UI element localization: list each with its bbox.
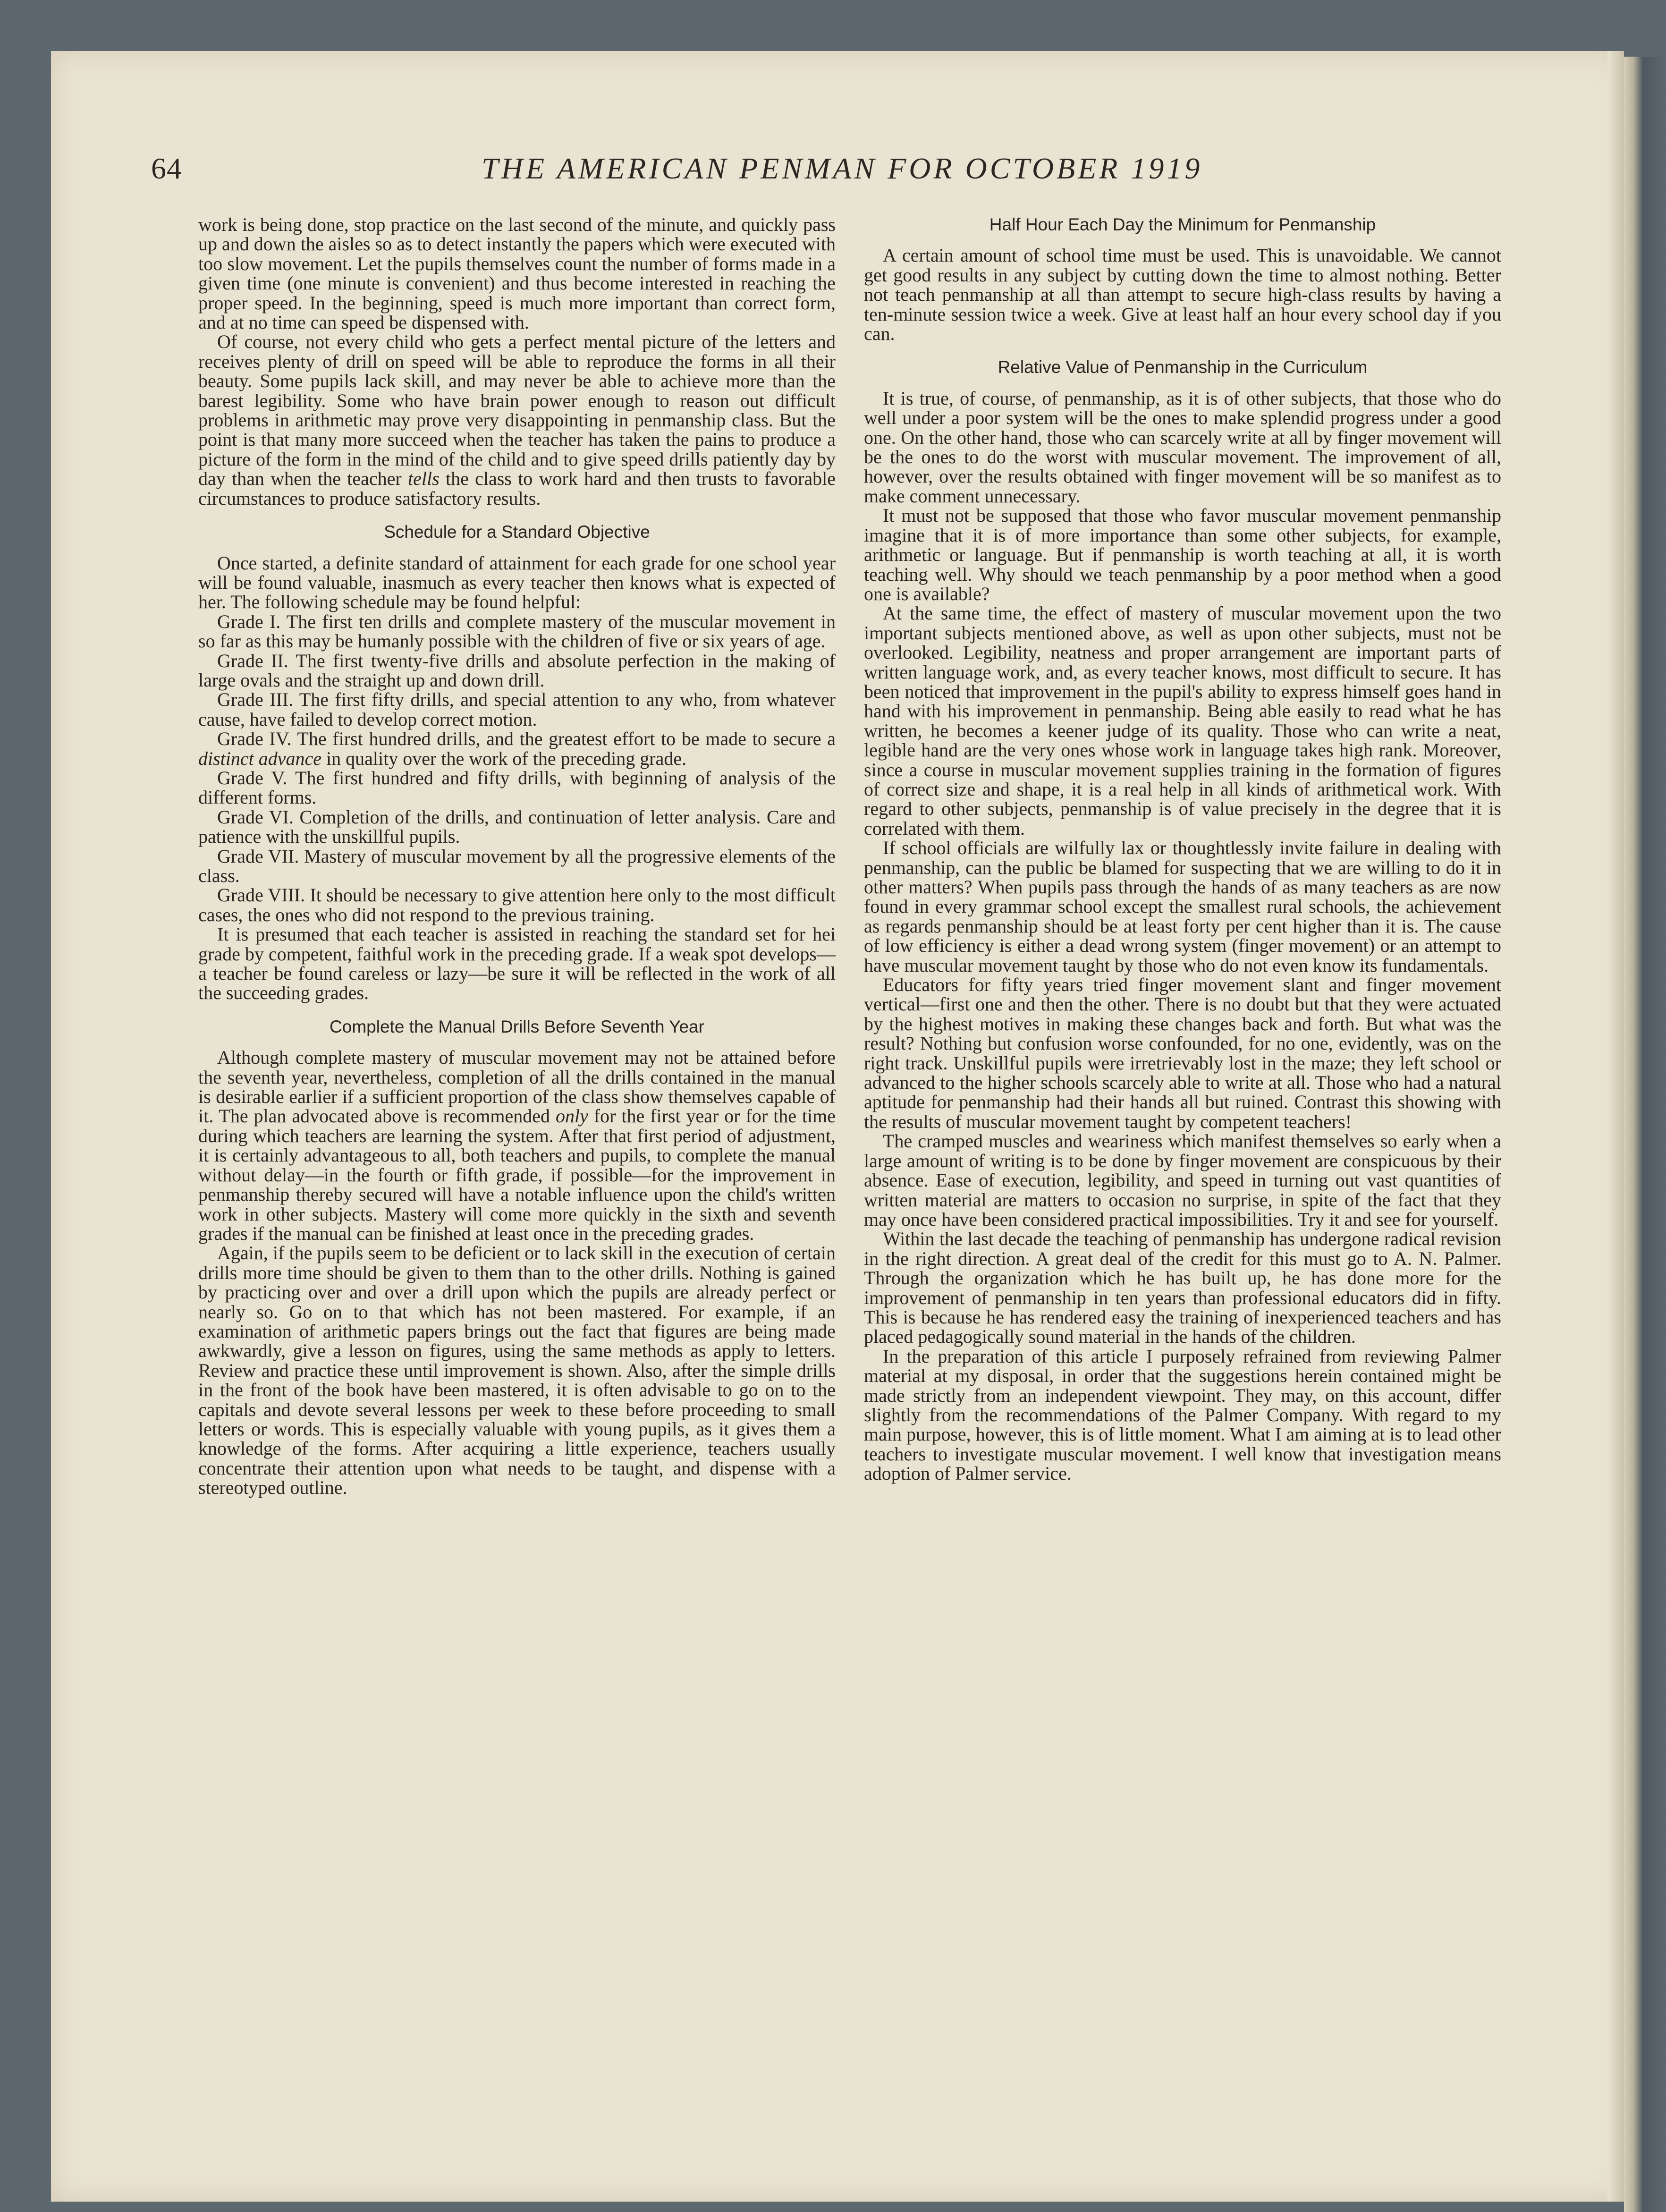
- paragraph: It is presumed that each teacher is assisted in reaching the standard set for hei grade by competent, faithful work in the preceding grade. If a weak spot develops—a teacher be found careless or lazy—be sure it will be reflected in the work of all the succeeding grades.: [198, 924, 836, 1004]
- paragraph: It is true, of course, of penmanship, as it is of other subjects, that those who do well under a poor system will be the ones to make splendid progress under a good one. On the other hand, those who can scarcely write at all by finger movement will be the ones to do the worst with muscular movement. The improvement of all, however, over the results obtained with finger movement will be so manifest as to make comment unnecessary.: [864, 387, 1501, 507]
- grade-item: Grade III. The first fifty drills, and special attention to any who, from whatever cause, have failed to develop correct motion.: [198, 689, 836, 730]
- paragraph: Again, if the pupils seem to be deficient or to lack skill in the execution of certain drills more time should be given to them than to the other drills. Nothing is gained by practicing over and over a drill upon which the pupils are already perfect or nearly so. Go on to that which has not been mastered. For example, if an examination of arithmetic papers brings out the fact that figures are being made awkwardly, give a lesson on figures, using the same methods as apply to letters. Review and practice these until improvement is shown. Also, after the simple drills in the front of the book have been mastered, it is often advisable to go on to the capitals and devote several lessons per week to these before proceeding to small letters or words. This is especially valuable with young pupils, as it gives them a knowledge of the forms. After acquiring a little experience, teachers usually concentrate their attention upon what needs to be taught, and dispense with a stereotyped outline.: [198, 1242, 836, 1499]
- section-heading: Complete the Manual Drills Before Seventh Year: [330, 1017, 704, 1036]
- running-title: THE AMERICAN PENMAN FOR OCTOBER 1919: [482, 152, 1203, 185]
- grade-item: Grade V. The first hundred and fifty drills, with beginning of analysis of the different forms.: [198, 767, 836, 808]
- grade-item: Grade VI. Completion of the drills, and continuation of letter analysis. Care and patience with the unskillful pupils.: [198, 806, 836, 848]
- paragraph: Although complete mastery of muscular movement may not be attained before the seventh year, nevertheless, completion of all the drills contained in the manual is desirable earlier if a sufficient proportion of the class show themselves capable of it. The plan advocated above is recommended only for the first year or for the time during which teachers are learning the system. After that first period of adjustment, it is certainly advantageous to all, both teachers and pupils, to complete the manual without delay—in the fourth or fifth grade, if possible—for the improvement in penmanship thereby secured will have a notable influence upon the child's written work in other subjects. Mastery will come more quickly in the sixth and seventh grades if the manual can be finished at least once in the preceding grades.: [198, 1047, 836, 1244]
- paragraph: Within the last decade the teaching of penmanship has undergone radical revision in the right direction. A great deal of the credit for this must go to A. N. Palmer. Through the organization which he has built up, he has done more for the improvement of penmanship in ten years than professional educators did in fifty. This is because he has rendered easy the training of inexperienced teachers and has placed pedagogically sound material in the hands of the children.: [864, 1228, 1501, 1348]
- paragraph: A certain amount of school time must be used. This is unavoidable. We cannot get good results in any subject by cutting down the time to almost nothing. Better not teach penmanship at all than attempt to secure high-class results by having a ten-minute session twice a week. Give at least half an hour every school day if you can.: [864, 245, 1501, 345]
- paragraph: Educators for fifty years tried finger movement slant and finger movement vertical—first one and then the other. There is no doubt but that they were actuated by the highest motives in making these changes back and forth. But what was the result? Nothing but confusion worse confounded, for no one, evidently, was on the right track. Unskillful pupils were irretrievably lost in the maze; they left school or advanced to the higher schools scarcely able to write at all. Those who had a natural aptitude for penmanship had their hands all but ruined. Contrast this showing with the results of muscular movement taught by competent teachers!: [864, 974, 1501, 1132]
- paragraph: At the same time, the effect of mastery of muscular movement upon the two important subjects mentioned above, as well as upon other subjects, must not be overlooked. Legibility, neatness and proper arrangement are important parts of written language work, and, as every teacher knows, most difficult to secure. It has been noticed that improvement in the pupil's ability to express himself goes hand in hand with his improvement in penmanship. Being able easily to read what he has written, he becomes a keener judge of its quality. Those who can write a neat, legible hand are the very ones whose work in language takes high rank. Moreover, since a course in muscular movement supplies training in the formation of figures of correct size and shape, it is a real help in all kinds of arithmetical work. With regard to other subjects, penmanship is of value precisely in the degree that it is correlated with them.: [864, 602, 1501, 839]
- paragraph: Of course, not every child who gets a perfect mental picture of the letters and receives plenty of drill on speed will be able to reproduce the forms in all their beauty. Some pupils lack skill, and may never be able to achieve more than the barest legibility. Some who have brain power enough to reason out difficult problems in arithmetic may prove very disappointing in penmanship class. But the point is that many more succeed when the teacher has taken the pains to produce a picture of the form in the mind of the child and to give speed drills patiently day by day than when the teacher tells the class to work hard and then trusts to favorable circumstances to produce satisfactory results.: [198, 331, 836, 509]
- grade-item: Grade VIII. It should be necessary to give attention here only to the most difficult cases, the ones who did not respond to the previous training.: [198, 884, 836, 925]
- section-heading: Relative Value of Penmanship in the Curriculum: [998, 357, 1368, 377]
- paragraph: work is being done, stop practice on the last second of the minute, and quickly pass up and down the aisles so as to detect instantly the papers which were executed with too slow movement. Let the pupils themselves count the number of forms made in a given time (one minute is convenient) and thus become interested in reaching the proper speed. In the beginning, speed is much more important than correct form, and at no time can speed be dispensed with.: [198, 214, 836, 333]
- page-number: 64: [151, 152, 182, 185]
- paragraph: If school officials are wilfully lax or thoughtlessly invite failure in dealing with penmanship, can the public be blamed for suspecting that we are willing to do it in other matters? When pupils pass through the hands of as many teachers as are now found in every grammar school except the smallest rural schools, the achievement as regards penmanship should be at least forty per cent higher than it is. The cause of low efficiency is either a dead wrong system (finger movement) or an attempt to have muscular movement taught by those who do not even know its fundamentals.: [864, 837, 1501, 976]
- grade-item: Grade IV. The first hundred drills, and the greatest effort to be made to secure a distinct advance in quality over the work of the preceding grade.: [198, 728, 836, 769]
- book-spine: [1624, 57, 1666, 2212]
- page-header: [151, 151, 1558, 208]
- grade-item: Grade I. The first ten drills and complete mastery of the muscular movement in so far as this may be humanly possible with the children of five or six years of age.: [198, 610, 836, 652]
- left-column: [198, 215, 836, 1498]
- paragraph: In the preparation of this article I purposely refrained from reviewing Palmer material at my disposal, in order that the suggestions herein contained might be made strictly from an independent viewpoint. They may, on this account, differ slightly from the recommendations of the Palmer Company. With regard to my main purpose, however, this is of little moment. What I am aiming at is to lead other teachers to investigate muscular movement. I well know that investigation means adoption of Palmer service.: [864, 1345, 1501, 1484]
- paragraph: It must not be supposed that those who favor muscular movement penmanship imagine that it is of more importance than some other subjects, for example, arithmetic or language. But if penmanship is worth teaching at all, it is worth teaching well. Why should we teach penmanship by a poor method when a good one is available?: [864, 505, 1501, 604]
- section-heading: Schedule for a Standard Objective: [384, 522, 650, 542]
- grade-item: Grade II. The first twenty-five drills and absolute perfection in the making of large ovals and the straight up and down drill.: [198, 650, 836, 691]
- grade-item: Grade VII. Mastery of muscular movement by all the progressive elements of the class.: [198, 845, 836, 886]
- section-heading: Half Hour Each Day the Minimum for Penmanship: [989, 215, 1376, 234]
- paragraph: The cramped muscles and weariness which manifest themselves so early when a large amount of writing is to be done by finger movement are conspicuous by their absence. Ease of execution, legibility, and speed in turning out vast quantities of written material are matters to occasion no surprise, in spite of the fact that they may once have been considered practical impossibilities. Try it and see for yourself.: [864, 1130, 1501, 1230]
- page-edge: [1607, 51, 1624, 2202]
- paragraph: Once started, a definite standard of attainment for each grade for one school year will be found valuable, inasmuch as every teacher then knows what is expected of her. The following schedule may be found helpful:: [198, 552, 836, 613]
- right-column: [864, 215, 1501, 1483]
